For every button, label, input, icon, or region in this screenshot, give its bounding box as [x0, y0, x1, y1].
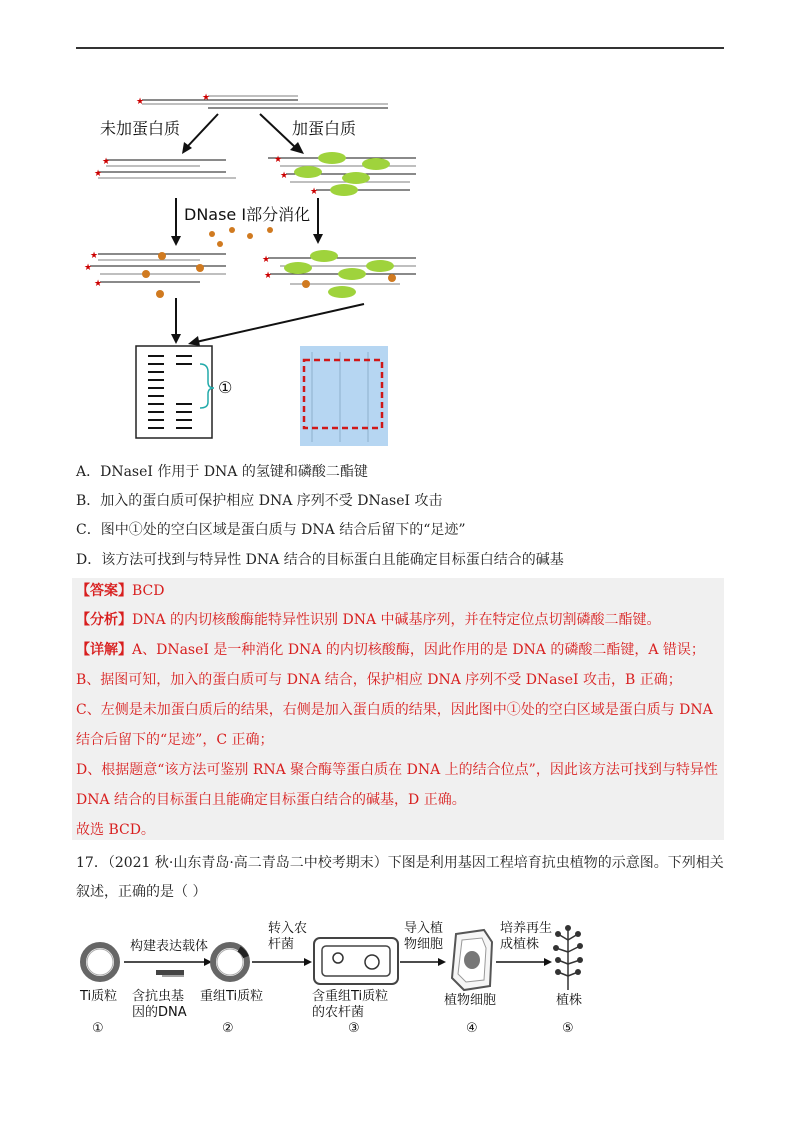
detail-tag: 【详解】 — [76, 642, 132, 658]
cell-label: 植物细胞 — [444, 993, 497, 1008]
svg-text:★: ★ — [274, 155, 283, 165]
dnase-dots — [209, 227, 273, 247]
step-number-5: ⑤ — [562, 1021, 574, 1036]
gene-engineering-diagram — [72, 920, 612, 1038]
agrobacterium-icon — [314, 938, 398, 984]
analysis-line — [76, 610, 661, 630]
step3-label-2: 物细胞 — [404, 937, 444, 952]
svg-text:★: ★ — [262, 255, 271, 265]
answer-line — [76, 581, 164, 601]
answer-text: BCD — [132, 583, 165, 599]
label-region: ① — [218, 378, 233, 397]
detail-line: D、根据题意“该方法可鉴别 RNA 聚合酶等蛋白质在 DNA 上的结合位点”，因此该方法可找到与特异性 — [76, 762, 718, 778]
svg-text:★: ★ — [94, 169, 103, 179]
option-b: B．加入的蛋白质可保护相应 DNA 序列不受 DNaseI 攻击 — [76, 493, 443, 509]
answer-box — [72, 578, 724, 840]
dna-label-1: 含抗虫基 — [132, 989, 185, 1004]
label-protein: 加蛋白质 — [292, 119, 357, 138]
right-strands-1 — [268, 152, 416, 197]
header-rule — [76, 47, 724, 49]
svg-text:★: ★ — [202, 93, 211, 103]
top-dna-strands — [136, 93, 388, 108]
plant-label: 植株 — [556, 993, 583, 1008]
dna-label-2: 因的DNA — [132, 1005, 187, 1020]
ti-plasmid-icon — [83, 945, 117, 979]
step-number-3: ③ — [348, 1021, 360, 1036]
plant-cell-icon — [452, 930, 492, 990]
svg-text:★: ★ — [84, 263, 93, 273]
detail-text: A、DNaseI 是一种消化 DNA 的内切核酸酶，因此作用的是 DNA 的磷酸二酯键，A 错误； — [132, 642, 705, 658]
gel-image — [136, 346, 232, 438]
detail-line — [76, 640, 705, 660]
step2-label-1: 转入农 — [268, 921, 308, 936]
label-no-protein: 未加蛋白质 — [100, 119, 181, 138]
svg-text:★: ★ — [280, 171, 289, 181]
step-number-2: ② — [222, 1021, 234, 1036]
option-d: D．该方法可找到与特异性 DNA 结合的目标蛋白且能确定目标蛋白结合的碱基 — [76, 552, 564, 568]
footprinting-diagram — [80, 88, 440, 450]
detail-line: B、据图可知，加入的蛋白质可与 DNA 结合，保护相应 DNA 序列不受 DNaseI 攻击，B 正确； — [76, 672, 682, 688]
detail-line: DNA 结合的目标蛋白且能确定目标蛋白结合的碱基，D 正确。 — [76, 792, 466, 808]
detail-line: 结合后留下的“足迹”，C 正确； — [76, 732, 274, 748]
recombinant-plasmid-icon — [213, 945, 247, 979]
option-c: C．图中①处的空白区域是蛋白质与 DNA 结合后留下的“足迹” — [76, 522, 466, 538]
step3-label-1: 导入植 — [404, 921, 444, 936]
detail-line: 故选 BCD。 — [76, 822, 155, 838]
option-a: A．DNaseI 作用于 DNA 的氢键和磷酸二酯键 — [76, 464, 368, 480]
analysis-tag: 【分析】 — [76, 612, 132, 628]
answer-tag: 【答案】 — [76, 583, 132, 599]
label-digest: DNase I部分消化 — [184, 205, 311, 224]
analysis-text: DNA 的内切核酸酶能特异性识别 DNA 中碱基序列，并在特定位点切割磷酸二酯键。 — [132, 612, 661, 628]
svg-text:★: ★ — [90, 251, 99, 261]
gel-photo — [300, 346, 388, 446]
svg-text:★: ★ — [136, 97, 145, 107]
step-number-4: ④ — [466, 1021, 478, 1036]
left-strands-2 — [84, 251, 226, 298]
plasmid-label: Ti质粒 — [80, 989, 118, 1004]
plant-icon — [553, 925, 583, 990]
detail-line: C、左侧是未加蛋白质后的结果，右侧是加入蛋白质的结果，因此图中①处的空白区域是蛋白质与 DNA — [76, 702, 713, 718]
step2-label-2: 杆菌 — [268, 937, 295, 952]
svg-text:★: ★ — [102, 157, 111, 167]
recomb-label: 重组Ti质粒 — [200, 989, 264, 1004]
svg-text:★: ★ — [94, 279, 103, 289]
step4-label-2: 成植株 — [500, 937, 540, 952]
step1-label: 构建表达载体 — [130, 939, 209, 954]
question-17-line1: 17．（2021 秋·山东青岛·高二青岛二中校考期末）下图是利用基因工程培育抗虫植物的示意图。下列相关 — [76, 855, 724, 871]
left-strands-1 — [94, 157, 236, 179]
bact-label-2: 的农杆菌 — [312, 1005, 365, 1020]
svg-text:★: ★ — [310, 187, 319, 197]
svg-text:★: ★ — [264, 271, 273, 281]
step4-label-1: 培养再生 — [500, 921, 553, 936]
question-17-line2: 叙述，正确的是（ ） — [76, 884, 207, 900]
bact-label-1: 含重组Ti质粒 — [312, 989, 389, 1004]
step-number-1: ① — [92, 1021, 104, 1036]
right-strands-2 — [262, 250, 416, 298]
dna-fragment — [156, 970, 184, 975]
